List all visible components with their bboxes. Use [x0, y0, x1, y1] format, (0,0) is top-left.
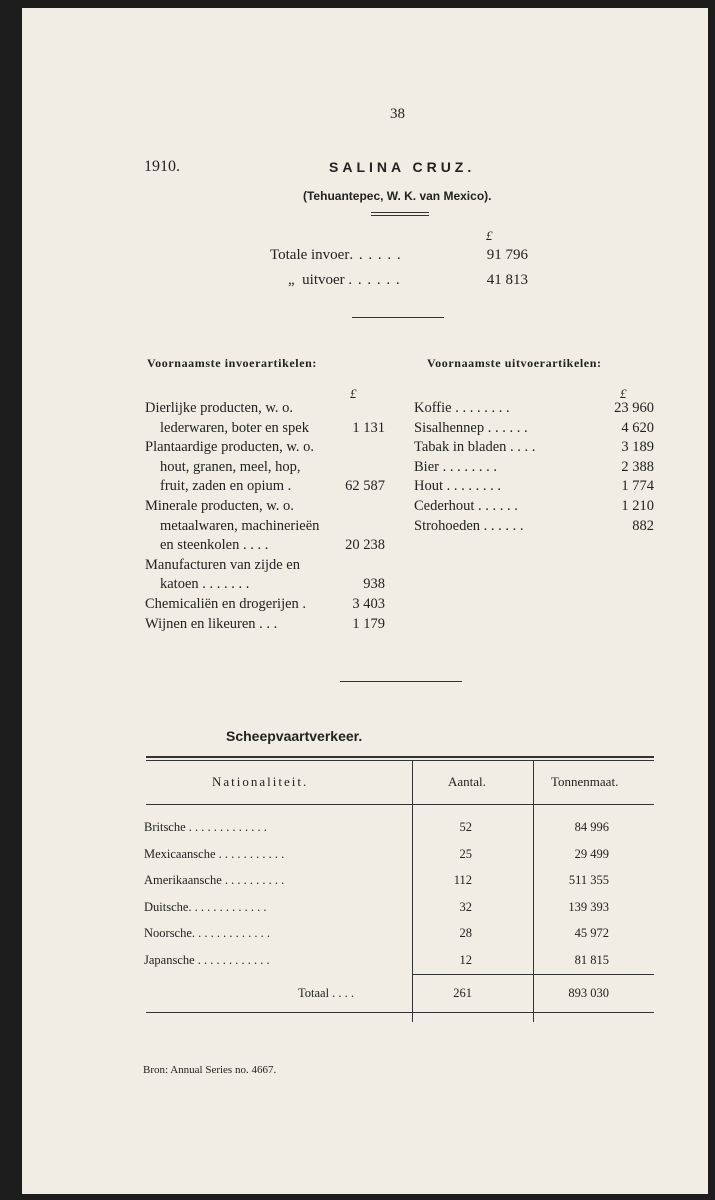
header-count: Aantal.	[448, 774, 486, 789]
table-top-rule-2	[146, 760, 654, 761]
title-rule-bottom	[371, 215, 429, 216]
import-line-value: 3 403	[352, 595, 385, 612]
ship-row-count: 25	[459, 846, 472, 861]
ship-row-tonnage: 45 972	[574, 926, 609, 940]
import-line	[145, 400, 385, 420]
imports-heading: Voornaamste invoerartikelen:	[147, 356, 317, 370]
ship-row-count: 52	[459, 820, 472, 834]
export-line-value: 1 210	[621, 497, 654, 514]
import-line	[145, 478, 385, 498]
import-line-text: Manufacturen van zijde en	[145, 556, 300, 573]
page-title: SALINA CRUZ.	[329, 159, 476, 175]
export-line-text: Cederhout . . . . . .	[414, 497, 518, 514]
document-sheet	[22, 8, 708, 1194]
total-export-label: „ uitvoer . . . . . .	[288, 272, 401, 288]
export-line-text: Bier . . . . . . . .	[414, 458, 497, 475]
import-line	[145, 498, 385, 518]
table-header-rule	[146, 804, 654, 805]
import-line-value: 62 587	[345, 478, 385, 495]
import-line-text: lederwaren, boter en spek	[160, 419, 309, 436]
export-line	[414, 498, 654, 518]
exports-list	[414, 400, 654, 537]
import-line-text: Chemicaliën en drogerijen .	[145, 595, 307, 612]
export-line-text: Tabak in bladen . . . .	[414, 439, 536, 456]
export-line-value: 3 189	[621, 439, 654, 456]
export-line-value: 2 388	[621, 458, 654, 475]
table-vline-1	[412, 760, 413, 1022]
total-import-value: 91 796	[486, 247, 528, 263]
total-import-label: Totale invoer. . . . . .	[270, 247, 402, 263]
imports-list	[145, 400, 385, 635]
imports-currency: £	[350, 386, 357, 401]
title-rule-top	[371, 212, 429, 213]
export-line	[414, 400, 654, 420]
import-line	[145, 616, 385, 636]
section-divider	[340, 681, 462, 682]
exports-currency: £	[620, 386, 627, 401]
export-line-value: 4 620	[621, 419, 654, 436]
import-line-text: Minerale producten, w. o.	[145, 497, 294, 514]
import-line-text: en steenkolen . . . .	[160, 537, 269, 554]
import-line	[145, 537, 385, 557]
ship-row-tonnage: 139 393	[568, 899, 609, 914]
import-line	[145, 576, 385, 596]
export-line	[414, 459, 654, 479]
import-line-text: hout, granen, meel, hop,	[160, 458, 301, 475]
import-line-text: metaalwaren, machinerieën	[160, 517, 320, 534]
exports-heading: Voornaamste uitvoerartikelen:	[427, 356, 602, 370]
export-line-text: Strohoeden . . . . . .	[414, 517, 524, 534]
import-line-value: 1 131	[352, 419, 385, 436]
export-line-value: 1 774	[621, 478, 654, 495]
total-label: Totaal . . . .	[298, 986, 355, 1000]
ship-row-nationality: Duitsche. . . . . . . . . . . . .	[144, 899, 267, 914]
import-line	[145, 420, 385, 440]
report-year: 1910.	[144, 158, 180, 175]
export-line	[414, 420, 654, 440]
ship-row-nationality: Noorsche. . . . . . . . . . . . .	[144, 926, 271, 940]
table-bottom-rule	[146, 1012, 654, 1013]
shipping-title: Scheepvaartverkeer.	[226, 728, 363, 744]
import-line	[145, 596, 385, 616]
export-line	[414, 439, 654, 459]
import-line-text: Dierlijke producten, w. o.	[145, 400, 294, 416]
export-line-value: 23 960	[614, 400, 654, 416]
ship-row-count: 28	[459, 926, 472, 940]
import-line	[145, 557, 385, 577]
import-line-value: 938	[363, 576, 385, 593]
import-line	[145, 518, 385, 538]
ship-row-nationality: Mexicaansche . . . . . . . . . . .	[144, 846, 285, 861]
export-line	[414, 478, 654, 498]
import-line-text: katoen . . . . . . .	[160, 576, 250, 593]
total-count: 261	[453, 986, 472, 1000]
import-line-value: 20 238	[345, 537, 385, 554]
table-vline-2	[533, 760, 534, 1022]
export-line	[414, 518, 654, 538]
ship-row-count: 12	[459, 952, 472, 967]
ship-row-tonnage: 511 355	[568, 873, 609, 887]
page-subtitle: (Tehuantepec, W. K. van Mexico).	[303, 189, 492, 203]
import-line-text: Plantaardige producten, w. o.	[145, 439, 314, 456]
ship-row-tonnage: 81 815	[574, 952, 609, 967]
header-nationality: Nationaliteit.	[212, 774, 309, 789]
ship-row-nationality: Japansche . . . . . . . . . . . .	[144, 952, 270, 967]
ship-row-nationality: Britsche . . . . . . . . . . . . .	[144, 820, 267, 834]
ship-row-count: 112	[453, 873, 472, 887]
total-export-value: 41 813	[486, 272, 528, 288]
import-line-text: Wijnen en likeuren . . .	[145, 615, 278, 632]
export-line-text: Hout . . . . . . . .	[414, 478, 501, 495]
source-note: Bron: Annual Series no. 4667.	[143, 1064, 277, 1076]
import-line	[145, 439, 385, 459]
ship-row-count: 32	[459, 899, 472, 914]
import-line-value: 1 179	[352, 615, 385, 632]
import-line	[145, 459, 385, 479]
total-tonnage: 893 030	[568, 986, 609, 1000]
ship-row-nationality: Amerikaansche . . . . . . . . . .	[144, 873, 285, 887]
import-line-text: fruit, zaden en opium .	[160, 478, 292, 495]
page-number: 38	[390, 106, 405, 122]
ship-row-tonnage: 29 499	[574, 846, 609, 861]
table-top-rule-1	[146, 756, 654, 758]
export-line-text: Koffie . . . . . . . .	[414, 400, 510, 416]
totals-divider	[352, 317, 444, 318]
export-line-value: 882	[632, 517, 654, 534]
ship-row-tonnage: 84 996	[574, 820, 609, 834]
header-tonnage: Tonnenmaat.	[551, 774, 619, 789]
totals-currency: £	[486, 228, 493, 243]
export-line-text: Sisalhennep . . . . . .	[414, 419, 528, 436]
table-total-rule	[412, 974, 654, 975]
